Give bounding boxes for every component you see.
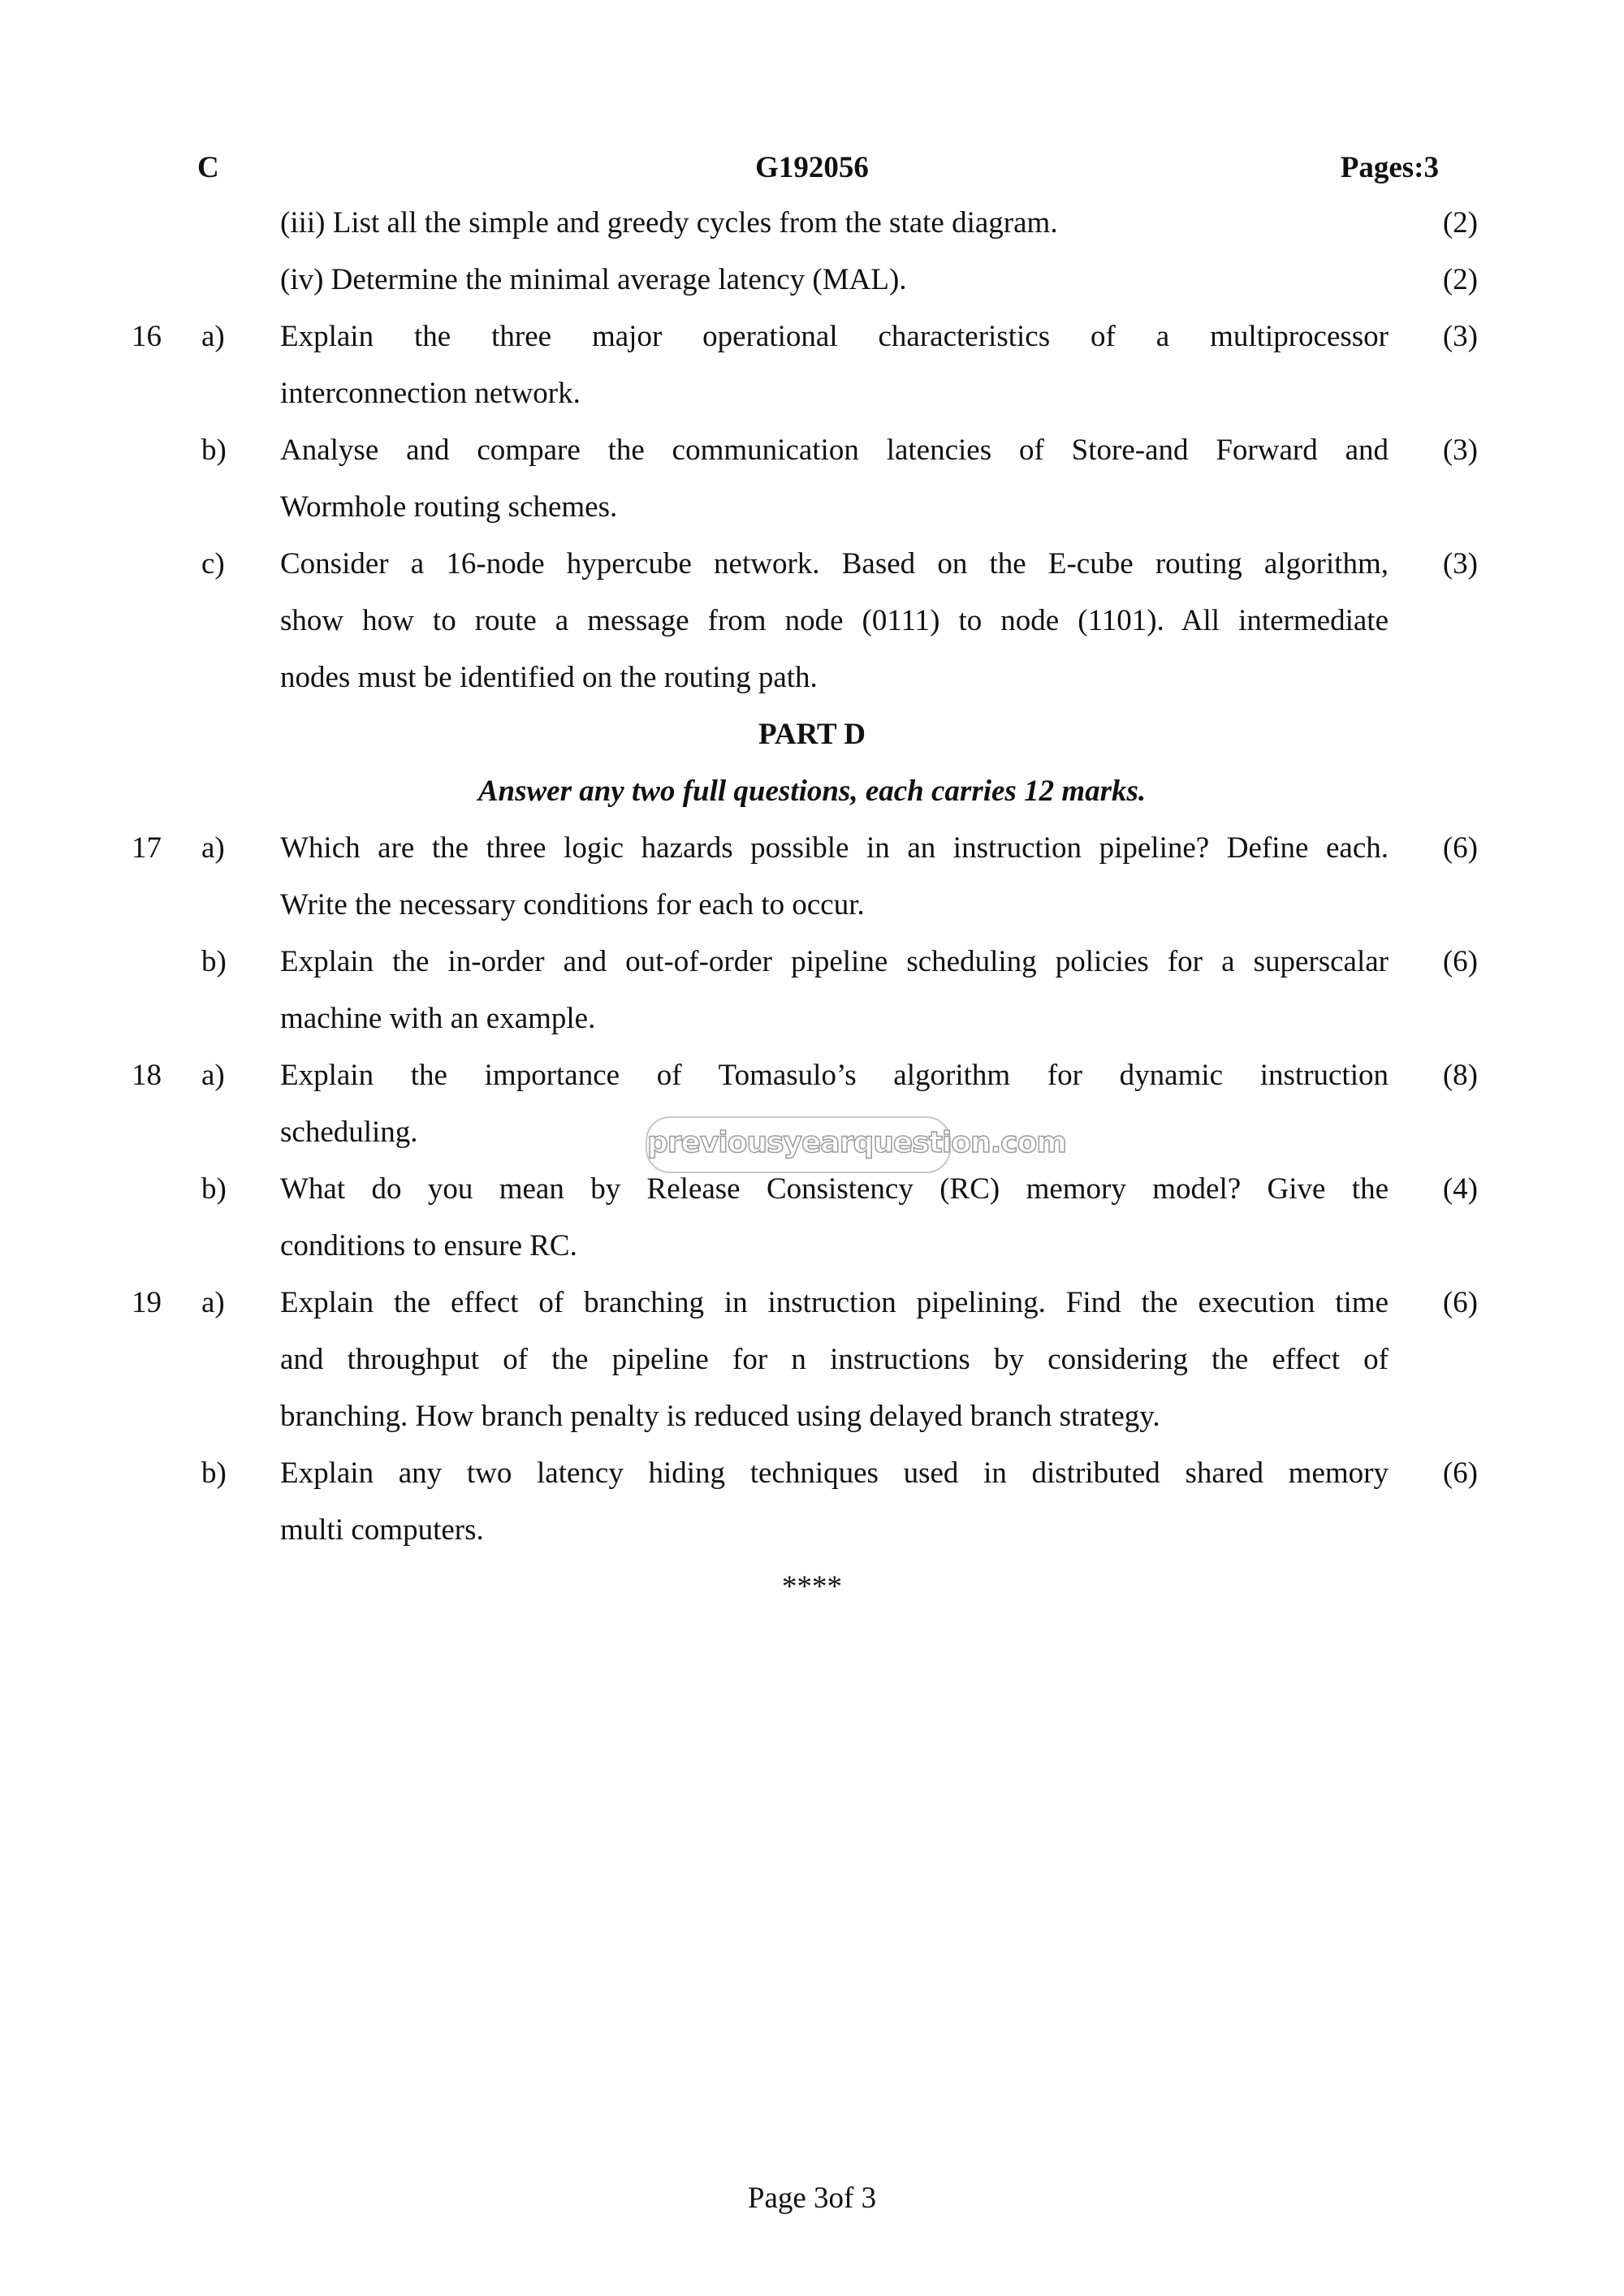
question-text bbox=[280, 195, 1389, 252]
header-page-count: Pages:3 bbox=[1340, 151, 1439, 184]
question-item bbox=[0, 309, 1624, 422]
question-marks: (2) bbox=[1442, 206, 1478, 240]
part-d-instruction: Answer any two full questions, each carries 12 marks. bbox=[477, 775, 1147, 808]
question-item bbox=[0, 195, 1624, 252]
question-text-line: conditions to ensure RC. bbox=[280, 1229, 577, 1262]
question-subpart: b) bbox=[201, 434, 227, 467]
header-paper-code: G192056 bbox=[755, 151, 869, 184]
question-subpart: b) bbox=[201, 1172, 227, 1206]
question-text bbox=[280, 252, 1389, 309]
question-text bbox=[280, 1275, 1389, 1445]
question-number: 18 bbox=[132, 1059, 162, 1092]
question-item bbox=[0, 422, 1624, 536]
question-text bbox=[280, 1161, 1389, 1275]
question-list bbox=[0, 195, 1624, 1616]
question-text-line: Analyse and compare the communication latencies of Store-and Forward and bbox=[280, 434, 1389, 467]
end-marker: **** bbox=[782, 1570, 842, 1603]
question-marks: (6) bbox=[1442, 831, 1478, 865]
question-marks: (6) bbox=[1442, 945, 1478, 978]
part-d-questions bbox=[0, 820, 1624, 1559]
question-subpart: c) bbox=[201, 547, 225, 580]
question-subpart: b) bbox=[201, 945, 227, 978]
question-marks: (3) bbox=[1442, 320, 1478, 353]
question-number: 19 bbox=[132, 1286, 162, 1319]
question-item bbox=[0, 1445, 1624, 1559]
question-marks: (8) bbox=[1442, 1059, 1478, 1092]
question-text-line: interconnection network. bbox=[280, 377, 581, 410]
question-marks: (3) bbox=[1442, 434, 1478, 467]
question-text-line: Which are the three logic hazards possible in an instruction pipeline? Define each. bbox=[280, 831, 1389, 865]
question-item bbox=[0, 1275, 1624, 1445]
question-text bbox=[280, 820, 1389, 934]
question-marks: (6) bbox=[1442, 1457, 1478, 1490]
question-item bbox=[0, 934, 1624, 1047]
question-text-line: What do you mean by Release Consistency (RC) memory model? Give the bbox=[280, 1172, 1389, 1206]
watermark-logo bbox=[646, 1116, 1066, 1173]
question-text-line: (iv) Determine the minimal average latency (MAL). bbox=[280, 263, 907, 296]
question-text-line: Explain any two latency hiding techniques used in distributed shared memory bbox=[280, 1457, 1389, 1490]
watermark-text: previousyearquestion.com bbox=[647, 1126, 1066, 1159]
question-text bbox=[280, 309, 1389, 422]
question-marks: (2) bbox=[1442, 263, 1478, 296]
question-text bbox=[280, 536, 1389, 706]
header-scheme-code: C bbox=[197, 151, 219, 184]
question-item bbox=[0, 1161, 1624, 1275]
question-text-line: Explain the effect of branching in instruction pipelining. Find the execution time bbox=[280, 1286, 1389, 1319]
question-item bbox=[0, 536, 1624, 706]
question-text-line: Write the necessary conditions for each to occur. bbox=[280, 888, 865, 921]
question-text-line: scheduling. bbox=[280, 1116, 418, 1149]
question-number: 16 bbox=[132, 320, 162, 353]
question-text-line: show how to route a message from node (0111) to node (1101). All intermediate bbox=[280, 604, 1389, 637]
part-c-continued bbox=[0, 195, 1624, 706]
question-text-line: Explain the importance of Tomasulo’s algorithm for dynamic instruction bbox=[280, 1059, 1389, 1092]
question-text-line: Explain the in-order and out-of-order pipeline scheduling policies for a superscalar bbox=[280, 945, 1389, 978]
question-subpart: a) bbox=[201, 1286, 225, 1319]
question-subpart: a) bbox=[201, 320, 225, 353]
question-text-line: Wormhole routing schemes. bbox=[280, 490, 618, 524]
question-text bbox=[280, 1445, 1389, 1559]
question-item bbox=[0, 820, 1624, 934]
question-marks: (4) bbox=[1442, 1172, 1478, 1206]
question-marks: (3) bbox=[1442, 547, 1478, 580]
part-d-title: PART D bbox=[758, 718, 866, 751]
question-text-line: Explain the three major operational characteristics of a multiprocessor bbox=[280, 320, 1389, 353]
question-number: 17 bbox=[132, 831, 162, 865]
question-text-line: (iii) List all the simple and greedy cycles from the state diagram. bbox=[280, 206, 1058, 240]
question-text bbox=[280, 422, 1389, 536]
question-text-line: machine with an example. bbox=[280, 1002, 596, 1035]
question-marks: (6) bbox=[1442, 1286, 1478, 1319]
question-text bbox=[280, 934, 1389, 1047]
question-subpart: b) bbox=[201, 1457, 227, 1490]
page-header bbox=[0, 150, 1624, 191]
question-text-line: Consider a 16-node hypercube network. Based on the E-cube routing algorithm, bbox=[280, 547, 1389, 580]
page-footer: Page 3of 3 bbox=[747, 2182, 877, 2215]
question-text-line: nodes must be identified on the routing path. bbox=[280, 661, 818, 694]
question-subpart: a) bbox=[201, 831, 225, 865]
question-subpart: a) bbox=[201, 1059, 225, 1092]
question-text-line: branching. How branch penalty is reduced using delayed branch strategy. bbox=[280, 1400, 1160, 1433]
question-text-line: and throughput of the pipeline for n instructions by considering the effect of bbox=[280, 1343, 1389, 1376]
question-text-line: multi computers. bbox=[280, 1513, 484, 1547]
question-item bbox=[0, 252, 1624, 309]
